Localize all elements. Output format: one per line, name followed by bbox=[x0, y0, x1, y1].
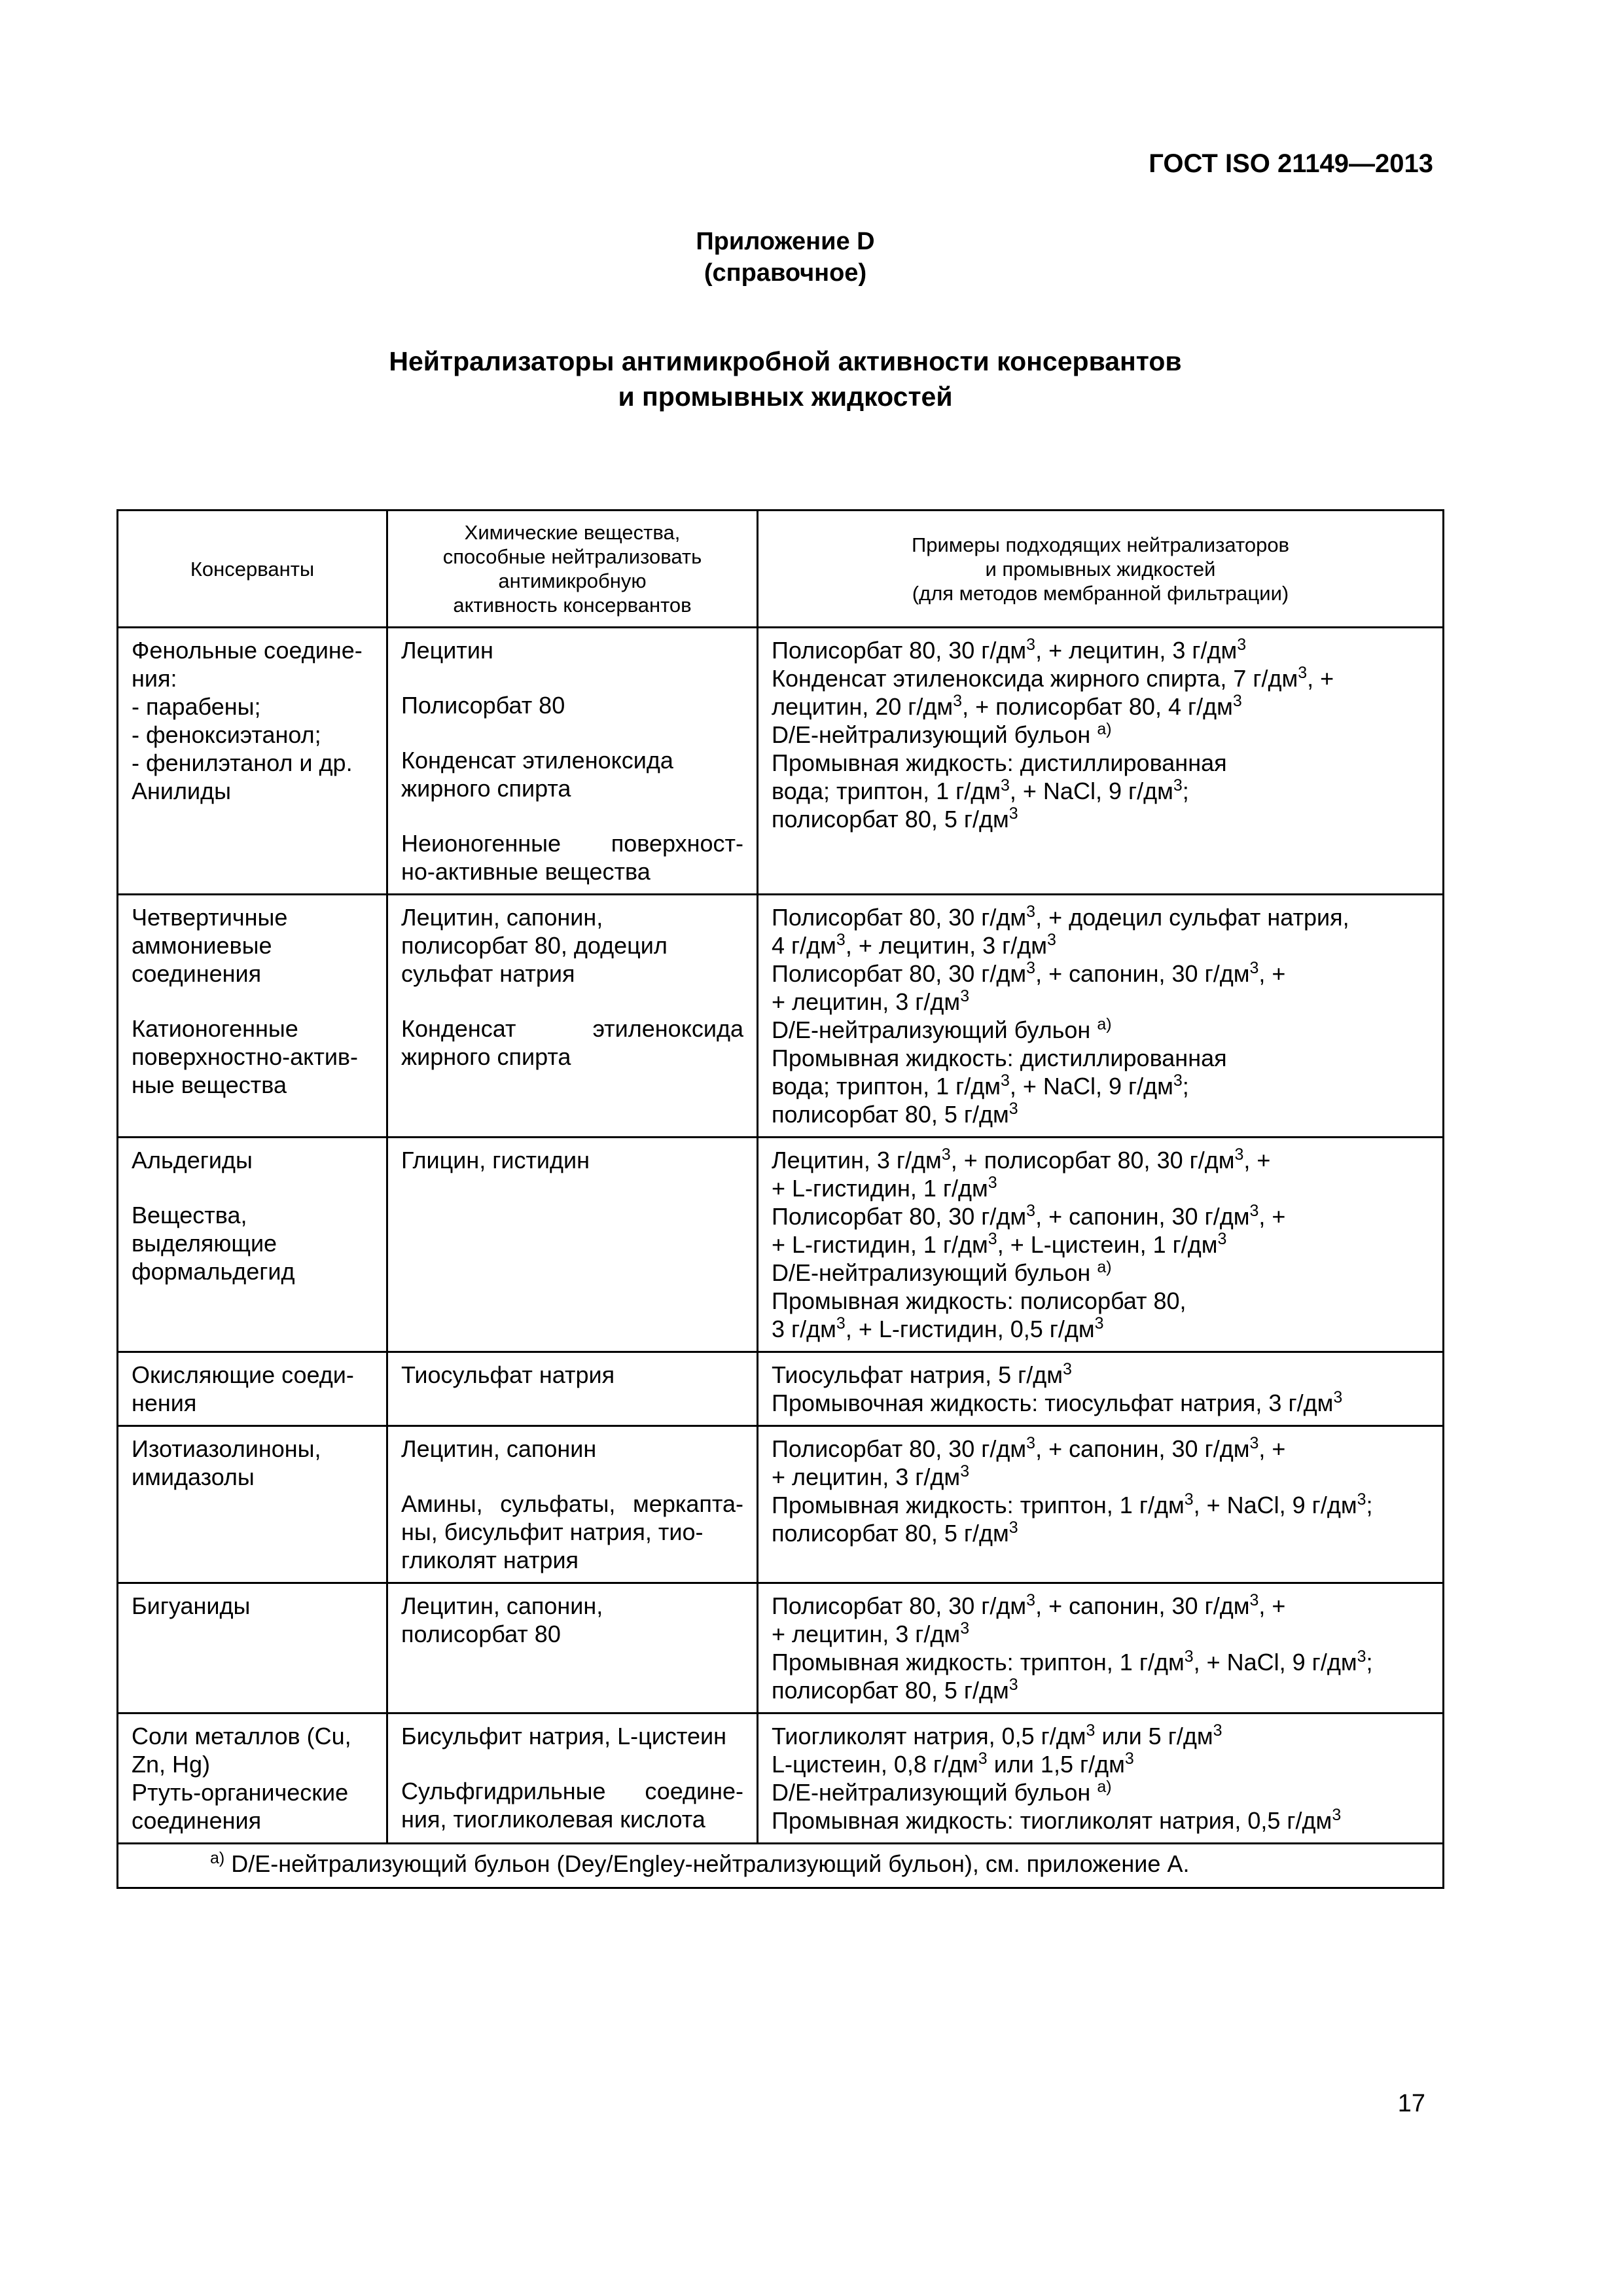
example-line: + L-гистидин, 1 $г/дм^3$, + L-цистеин, 1 $г/дм^3$ bbox=[772, 1230, 1227, 1258]
example-line: Промывная жидкость: дистиллированная bbox=[772, 749, 1227, 776]
footnote bbox=[118, 1844, 1444, 1888]
example-line: Промывочная жидкость: тиосульфат натрия, 3 $г/дм^3$ bbox=[772, 1388, 1343, 1416]
chemical-line: Бисульфит натрия, L-цистеин bbox=[401, 1723, 726, 1749]
chemicals-cell bbox=[387, 1583, 758, 1713]
example-line: Лецитин, 3 $г/дм^3$, + полисорбат 80, 30 $г/дм^3$, + bbox=[772, 1145, 1271, 1174]
preservative-line: соединения bbox=[132, 1807, 262, 1834]
example-line: D/E-нейтрализующий бульон $^{a)}$ bbox=[772, 720, 1112, 748]
chemical-line: Лецитин, сапонин bbox=[401, 1435, 597, 1462]
examples-cell bbox=[758, 1426, 1444, 1583]
preservative-cell bbox=[118, 1583, 387, 1713]
example-line: Полисорбат 80, 30 $г/дм^3$, + сапонин, 30 $г/дм^3$, + bbox=[772, 1591, 1286, 1619]
header-line: антимикробную bbox=[498, 569, 647, 592]
preservative-line: Альдегиды bbox=[132, 1147, 253, 1174]
example-line: Промывная жидкость: тиогликолят натрия, 0,5 $г/дм^3$ bbox=[772, 1806, 1342, 1834]
example-line: Полисорбат 80, 30 $г/дм^3$, + сапонин, 30 $г/дм^3$, + bbox=[772, 1434, 1286, 1462]
column-header-preservatives bbox=[118, 511, 387, 628]
chemical-line: жирного спирта bbox=[401, 775, 571, 802]
paragraph-gap bbox=[132, 988, 373, 1014]
example-line: Полисорбат 80, 30 $г/дм^3$, + додецил сульфат натрия, bbox=[772, 903, 1349, 931]
preservative-cell bbox=[118, 895, 387, 1138]
chemicals-cell bbox=[387, 895, 758, 1138]
chemical-line: полисорбат 80, додецил bbox=[401, 932, 668, 959]
chemical-line: ны, бисульфит натрия, тио- bbox=[401, 1518, 704, 1545]
paragraph-gap bbox=[401, 988, 743, 1014]
column-header-examples bbox=[758, 511, 1444, 628]
paragraph-gap bbox=[401, 664, 743, 691]
chemicals-cell bbox=[387, 1426, 758, 1583]
examples-cell bbox=[758, 895, 1444, 1138]
chemicals-cell bbox=[387, 1713, 758, 1844]
table-row bbox=[118, 1426, 1444, 1583]
examples-cell bbox=[758, 1352, 1444, 1426]
annex-heading bbox=[0, 226, 1571, 289]
header-line: и промывных жидкостей bbox=[985, 557, 1216, 581]
table-row bbox=[118, 1352, 1444, 1426]
preservative-line: ные вещества bbox=[132, 1071, 287, 1098]
paragraph-gap bbox=[401, 802, 743, 829]
chemical-line: жирного спирта bbox=[401, 1043, 571, 1070]
table-row bbox=[118, 895, 1444, 1138]
header-line: Примеры подходящих нейтрализаторов bbox=[911, 533, 1290, 556]
examples-cell bbox=[758, 1583, 1444, 1713]
example-line: вода; триптон, 1 $г/дм^3$, + NaCl, 9 $г/дм^3$; bbox=[772, 1071, 1189, 1100]
example-line: Полисорбат 80, 30 $г/дм^3$, + сапонин, 30 $г/дм^3$, + bbox=[772, 959, 1286, 987]
header-line: способные нейтрализовать bbox=[442, 545, 702, 568]
example-line: лецитин, 20 $г/дм^3$, + полисорбат 80, 4 $г/дм^3$ bbox=[772, 692, 1242, 720]
title-line-2: и промывных жидкостей bbox=[618, 382, 953, 412]
preservative-line: выделяющие bbox=[132, 1230, 277, 1257]
example-line: Полисорбат 80, 30 $г/дм^3$, + сапонин, 30 $г/дм^3$, + bbox=[772, 1202, 1286, 1230]
preservative-line: Вещества, bbox=[132, 1202, 247, 1229]
chemical-line: Амины, сульфаты, меркапта- bbox=[401, 1490, 743, 1517]
preservative-line: Zn, Hg) bbox=[132, 1751, 211, 1778]
chemical-line: Лецитин bbox=[401, 637, 493, 664]
table-row bbox=[118, 1713, 1444, 1844]
preservative-line: ния: bbox=[132, 665, 177, 692]
chemical-line: Полисорбат 80 bbox=[401, 692, 565, 719]
chemical-line: Конденсат этиленоксида bbox=[401, 747, 673, 774]
table-row bbox=[118, 628, 1444, 895]
example-line: Промывная жидкость: триптон, 1 $г/дм^3$, + NaCl, 9 $г/дм^3$; bbox=[772, 1490, 1373, 1518]
column-header-chemicals bbox=[387, 511, 758, 628]
chemical-line: Конденсат этиленоксида bbox=[401, 1015, 743, 1042]
example-line: + L-гистидин, 1 $г/дм^3$ bbox=[772, 1174, 997, 1202]
header-line: активность консервантов bbox=[453, 594, 692, 617]
example-line: Полисорбат 80, 30 $г/дм^3$, + лецитин, 3 $г/дм^3$ bbox=[772, 636, 1247, 664]
title-line-1: Нейтрализаторы антимикробной активности консервантов bbox=[389, 346, 1182, 376]
preservative-line: Катионогенные bbox=[132, 1015, 298, 1042]
preservative-line: Окисляющие соеди- bbox=[132, 1361, 354, 1388]
document-title bbox=[0, 344, 1571, 414]
preservative-line: нения bbox=[132, 1390, 197, 1416]
chemical-line: полисорбат 80 bbox=[401, 1621, 561, 1647]
example-line: полисорбат 80, 5 $г/дм^3$ bbox=[772, 1676, 1018, 1704]
chemical-line: гликолят натрия bbox=[401, 1547, 579, 1573]
example-line: Промывная жидкость: полисорбат 80, bbox=[772, 1287, 1186, 1314]
chemicals-cell bbox=[387, 1138, 758, 1352]
example-line: Конденсат этиленоксида жирного спирта, 7 $г/дм^3$, + bbox=[772, 664, 1334, 692]
paragraph-gap bbox=[132, 1174, 373, 1201]
example-line: 4 $г/дм^3$, + лецитин, 3 $г/дм^3$ bbox=[772, 931, 1056, 959]
preservative-line: Соли металлов (Cu, bbox=[132, 1723, 351, 1749]
annex-title: Приложение D bbox=[696, 228, 875, 255]
preservative-line: Фенольные соедине- bbox=[132, 637, 363, 664]
paragraph-gap bbox=[401, 719, 743, 746]
example-line: Промывная жидкость: дистиллированная bbox=[772, 1045, 1227, 1071]
table-body bbox=[118, 628, 1444, 1844]
standard-number: ГОСТ ISO 21149—2013 bbox=[1149, 149, 1433, 178]
example-line: 3 $г/дм^3$, + L-гистидин, 0,5 $г/дм^3$ bbox=[772, 1314, 1104, 1342]
preservative-line: Изотиазолиноны, bbox=[132, 1435, 321, 1462]
preservative-cell bbox=[118, 628, 387, 895]
chemicals-cell bbox=[387, 628, 758, 895]
chemical-line: Неионогенные поверхност- bbox=[401, 830, 743, 857]
example-line: полисорбат 80, 5 $г/дм^3$ bbox=[772, 804, 1018, 833]
preservative-line: - фенилэтанол и др. bbox=[132, 749, 353, 776]
header-line: (для методов мембранной фильтрации) bbox=[912, 581, 1289, 605]
table-row bbox=[118, 1138, 1444, 1352]
example-line: Тиогликолят натрия, 0,5 $г/дм^3$ или 5 $г/дм^3$ bbox=[772, 1721, 1222, 1749]
chemical-line: Лецитин, сапонин, bbox=[401, 904, 603, 931]
example-line: Промывная жидкость: триптон, 1 $г/дм^3$, + NaCl, 9 $г/дм^3$; bbox=[772, 1647, 1373, 1676]
chemical-line: Глицин, гистидин bbox=[401, 1147, 590, 1174]
example-line: L-цистеин, 0,8 $г/дм^3$ или 1,5 $г/дм^3$ bbox=[772, 1749, 1134, 1778]
footnote-row bbox=[118, 1844, 1444, 1888]
preservative-line: - феноксиэтанол; bbox=[132, 721, 321, 748]
examples-cell bbox=[758, 1138, 1444, 1352]
example-line: + лецитин, 3 $г/дм^3$ bbox=[772, 1462, 970, 1490]
chemical-line: Тиосульфат натрия bbox=[401, 1361, 615, 1388]
chemical-line: Сульфгидрильные соедине- bbox=[401, 1778, 743, 1804]
chemical-line: Лецитин, сапонин, bbox=[401, 1592, 603, 1619]
chemicals-cell bbox=[387, 1352, 758, 1426]
preservative-cell bbox=[118, 1352, 387, 1426]
preservative-line: Четвертичные bbox=[132, 904, 288, 931]
example-line: D/E-нейтрализующий бульон $^{a)}$ bbox=[772, 1258, 1112, 1286]
preservative-line: - парабены; bbox=[132, 693, 261, 720]
example-line: полисорбат 80, 5 $г/дм^3$ bbox=[772, 1518, 1018, 1547]
annex-type: (справочное) bbox=[704, 259, 867, 287]
preservative-line: Ртуть-органические bbox=[132, 1779, 349, 1806]
preservative-line: соединения bbox=[132, 960, 262, 987]
preservative-line: Бигуаниды bbox=[132, 1592, 251, 1619]
chemical-line: ния, тиогликолевая кислота bbox=[401, 1806, 705, 1833]
preservative-line: аммониевые bbox=[132, 932, 272, 959]
example-line: + лецитин, 3 $г/дм^3$ bbox=[772, 1619, 970, 1647]
preservative-line: имидазолы bbox=[132, 1463, 255, 1490]
preservative-line: поверхностно-актив- bbox=[132, 1043, 359, 1070]
example-line: D/E-нейтрализующий бульон $^{a)}$ bbox=[772, 1778, 1112, 1806]
table-header-row bbox=[118, 511, 1444, 628]
examples-cell bbox=[758, 1713, 1444, 1844]
page-number: 17 bbox=[1397, 2090, 1425, 2117]
header-line: Химические вещества, bbox=[464, 521, 681, 544]
preservative-cell bbox=[118, 1426, 387, 1583]
preservative-line: формальдегид bbox=[132, 1258, 295, 1285]
example-line: полисорбат 80, 5 $г/дм^3$ bbox=[772, 1100, 1018, 1128]
footnote-text: D/E-нейтрализующий бульон (Dey/Engley-нейтрализующий бульон), см. приложение А. bbox=[231, 1850, 1190, 1877]
preservative-cell bbox=[118, 1138, 387, 1352]
example-line: D/E-нейтрализующий бульон $^{a)}$ bbox=[772, 1015, 1112, 1043]
example-line: вода; триптон, 1 $г/дм^3$, + NaCl, 9 $г/дм^3$; bbox=[772, 776, 1189, 804]
examples-cell bbox=[758, 628, 1444, 895]
header-line: Консерванты bbox=[190, 557, 315, 581]
preservative-line: Анилиды bbox=[132, 778, 231, 804]
chemical-line: но-активные вещества bbox=[401, 858, 651, 885]
footnote-mark: a) bbox=[210, 1849, 225, 1867]
example-line: + лецитин, 3 $г/дм^3$ bbox=[772, 987, 970, 1015]
chemical-line: сульфат натрия bbox=[401, 960, 575, 987]
paragraph-gap bbox=[401, 1463, 743, 1490]
preservative-cell bbox=[118, 1713, 387, 1844]
neutralizers-table bbox=[116, 509, 1444, 1889]
paragraph-gap bbox=[401, 1750, 743, 1777]
example-line: Тиосульфат натрия, 5 $г/дм^3$ bbox=[772, 1360, 1072, 1388]
table-row bbox=[118, 1583, 1444, 1713]
